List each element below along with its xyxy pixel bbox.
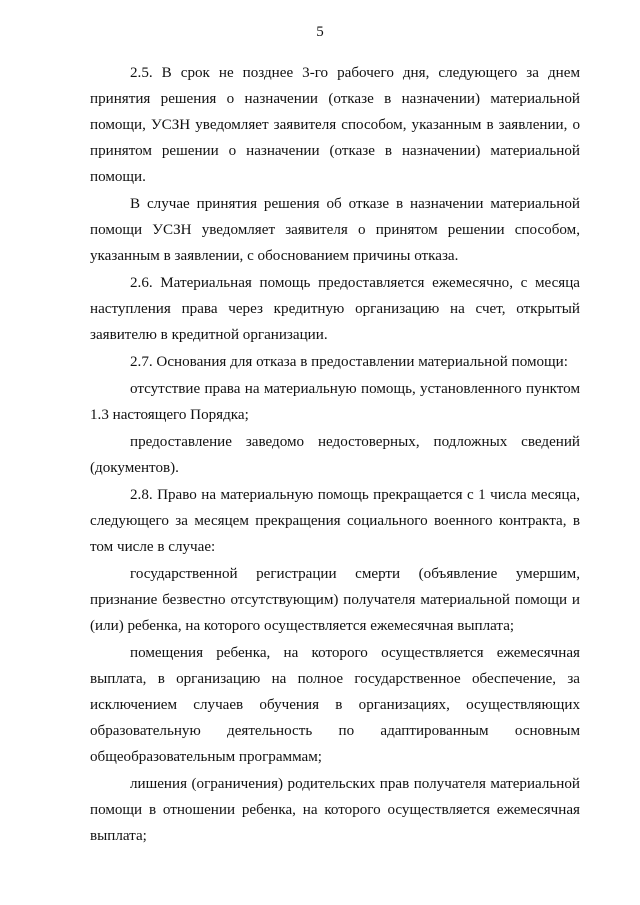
paragraph-2-7: 2.7. Основания для отказа в предоставлении материальной помощи:	[130, 354, 568, 370]
paragraph-termination-case-1: государственной регистрации смерти (объявление умершим, признание безвестно отсутствующим) получателя материальной помощи и (или) ребенка, на которого осуществляется ежемесячная выплата;	[90, 566, 580, 634]
paragraph-refusal-reason-2: предоставление заведомо недостоверных, подложных сведений (документов).	[90, 434, 580, 476]
paragraph-2-5: 2.5. В срок не позднее 3-го рабочего дня, следующего за днем принятия решения о назначении (отказе в назначении) материальной помощи, УСЗН уведомляет заявителя способом, указанным в заявлении, о принятом решении о назначении (отказе в назначении) материальной помощи.	[90, 65, 580, 185]
paragraph-2-8: 2.8. Право на материальную помощь прекращается с 1 числа месяца, следующего за месяцем прекращения социального военного контракта, в том числе в случае:	[90, 487, 580, 555]
page-number: 5	[316, 24, 324, 40]
paragraph-termination-case-2: помещения ребенка, на которого осуществляется ежемесячная выплата, в организацию на полное государственное обеспечение, за исключением случаев обучения в организациях, осуществляющих образовательную деятельность по адаптированным основным общеобразовательным программам;	[90, 645, 580, 765]
paragraph-refusal-reason-1: отсутствие права на материальную помощь, установленного пунктом 1.3 настоящего Порядка;	[90, 381, 580, 423]
paragraph-termination-case-3: лишения (ограничения) родительских прав получателя материальной помощи в отношении ребенка, на которого осуществляется ежемесячная выплата;	[90, 776, 580, 844]
paragraph-refusal-notification: В случае принятия решения об отказе в назначении материальной помощи УСЗН уведомляет заявителя о принятом решении способом, указанным в заявлении, с обоснованием причины отказа.	[90, 196, 580, 264]
paragraph-2-6: 2.6. Материальная помощь предоставляется ежемесячно, с месяца наступления права через кредитную организацию на счет, открытый заявителю в кредитной организации.	[90, 275, 580, 343]
document-body	[90, 60, 580, 849]
